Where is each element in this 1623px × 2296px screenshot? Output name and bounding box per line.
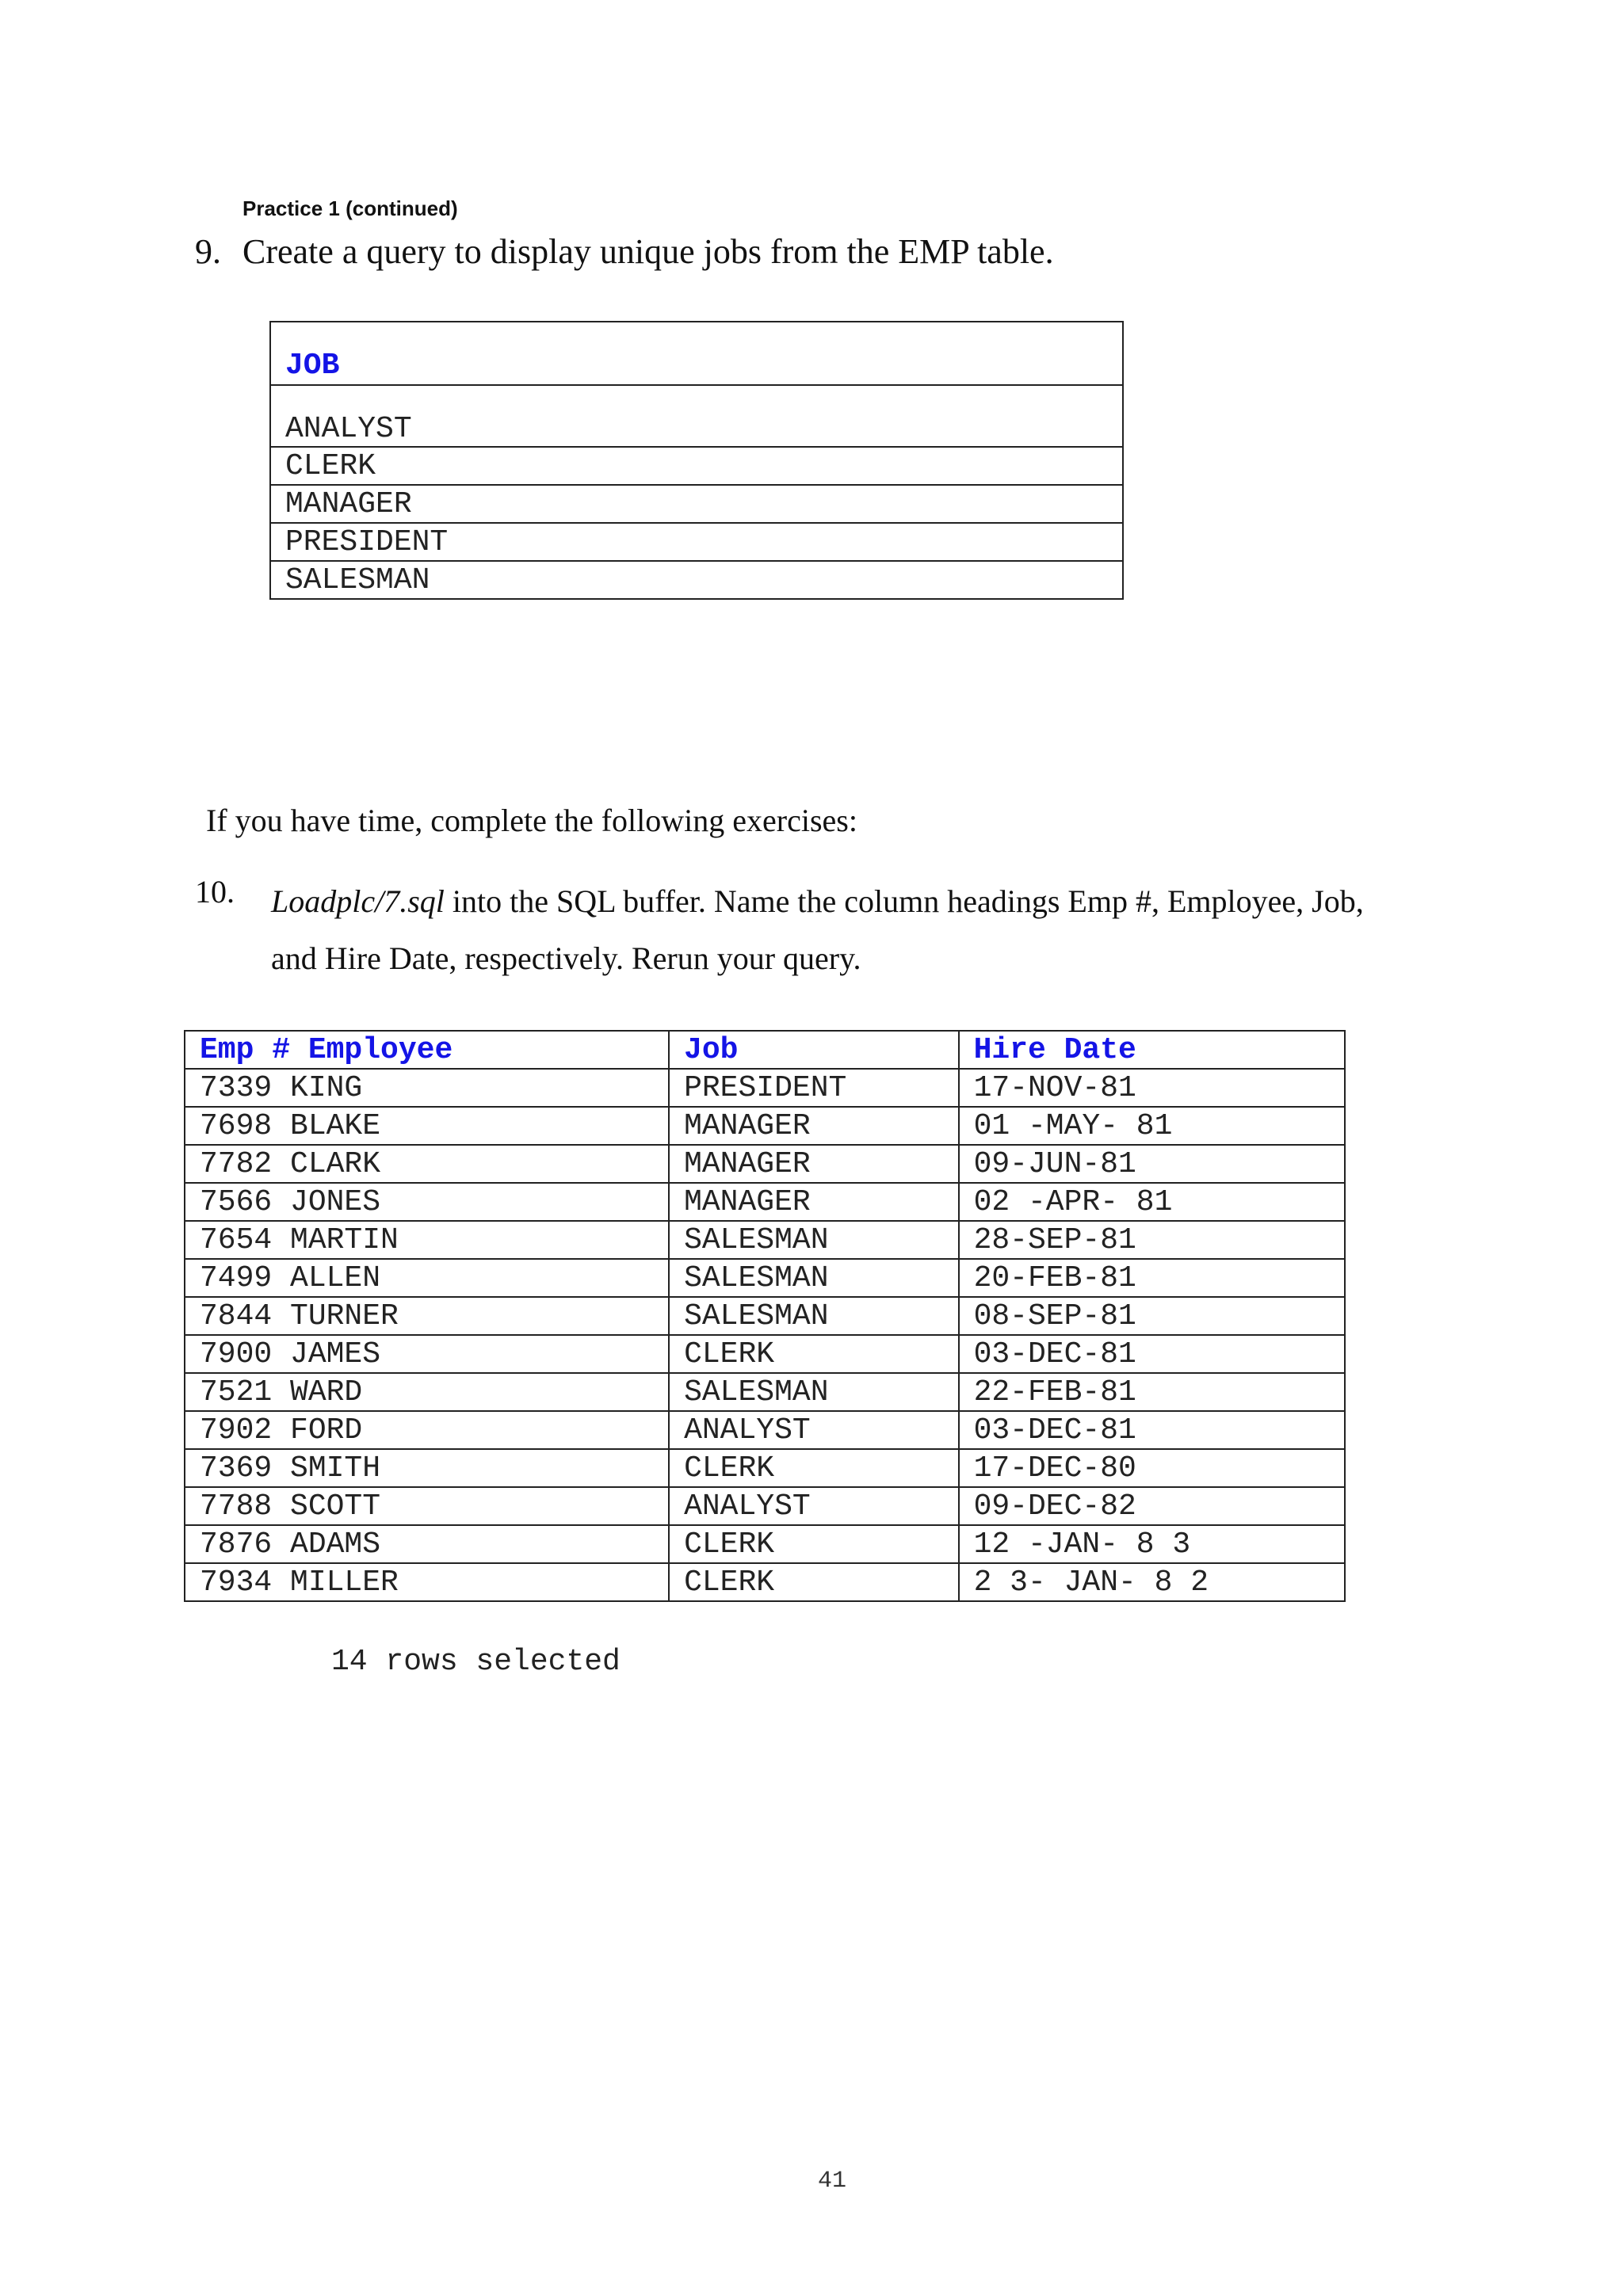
job-cell: CLERK (669, 1525, 959, 1563)
job-cell: PRESIDENT (669, 1069, 959, 1107)
table-row (185, 1411, 1345, 1449)
emp-cell: 7782 CLARK (185, 1145, 669, 1183)
job-table-cell: ANALYST (270, 385, 1123, 447)
job-cell: SALESMAN (669, 1221, 959, 1259)
question-10-instructions: into the SQL buffer. Name the column headings Emp #, Employee, Job, and Hire Date, respectively. Rerun your query. (271, 883, 1364, 976)
emp-cell: 7902 FORD (185, 1411, 669, 1449)
hire-date-cell: 12 -JAN- 8 3 (959, 1525, 1345, 1563)
job-table-cell: CLERK (270, 447, 1123, 485)
table-row (185, 1373, 1345, 1411)
hire-date-cell: 2 3- JAN- 8 2 (959, 1563, 1345, 1601)
emp-cell: 7521 WARD (185, 1373, 669, 1411)
job-cell: MANAGER (669, 1183, 959, 1221)
hire-date-cell: 09-JUN-81 (959, 1145, 1345, 1183)
emp-cell: 7499 ALLEN (185, 1259, 669, 1297)
emp-cell: 7788 SCOTT (185, 1487, 669, 1525)
job-table-cell: PRESIDENT (270, 523, 1123, 561)
table-row (185, 1563, 1345, 1601)
table-row (185, 1221, 1345, 1259)
table-row (185, 1107, 1345, 1145)
emp-table-header-emp-employee: Emp # Employee (185, 1031, 669, 1069)
hire-date-cell: 03-DEC-81 (959, 1335, 1345, 1373)
hire-date-cell: 02 -APR- 81 (959, 1183, 1345, 1221)
job-cell: MANAGER (669, 1145, 959, 1183)
question-10-filename: Loadplc/7.sql (271, 883, 445, 919)
table-row (185, 1449, 1345, 1487)
emp-cell: 7844 TURNER (185, 1297, 669, 1335)
job-table-cell: SALESMAN (270, 561, 1123, 599)
table-row (185, 1145, 1345, 1183)
job-cell: MANAGER (669, 1107, 959, 1145)
hire-date-cell: 17-DEC-80 (959, 1449, 1345, 1487)
table-row (185, 1525, 1345, 1563)
emp-cell: 7339 KING (185, 1069, 669, 1107)
question-9-number: 9. (195, 232, 221, 271)
question-10-text (271, 873, 1396, 987)
job-table-cell: MANAGER (270, 485, 1123, 523)
question-10-number: 10. (195, 874, 235, 910)
hire-date-cell: 08-SEP-81 (959, 1297, 1345, 1335)
table-row (185, 1183, 1345, 1221)
job-table (269, 321, 1124, 600)
job-cell: CLERK (669, 1335, 959, 1373)
emp-cell: 7900 JAMES (185, 1335, 669, 1373)
job-cell: ANALYST (669, 1411, 959, 1449)
emp-cell: 7369 SMITH (185, 1449, 669, 1487)
emp-cell: 7698 BLAKE (185, 1107, 669, 1145)
job-table-header: JOB (270, 322, 1123, 385)
job-cell: CLERK (669, 1563, 959, 1601)
emp-cell: 7934 MILLER (185, 1563, 669, 1601)
hire-date-cell: 17-NOV-81 (959, 1069, 1345, 1107)
page-number: 41 (818, 2168, 847, 2195)
table-row (185, 1335, 1345, 1373)
hire-date-cell: 09-DEC-82 (959, 1487, 1345, 1525)
emp-cell: 7876 ADAMS (185, 1525, 669, 1563)
rows-selected-text: 14 rows selected (331, 1645, 621, 1679)
table-row (185, 1297, 1345, 1335)
job-cell: CLERK (669, 1449, 959, 1487)
question-9-text: Create a query to display unique jobs from the EMP table. (242, 232, 1054, 271)
hire-date-cell: 01 -MAY- 81 (959, 1107, 1345, 1145)
job-cell: SALESMAN (669, 1373, 959, 1411)
extra-exercises-intro: If you have time, complete the following exercises: (206, 803, 857, 838)
job-cell: ANALYST (669, 1487, 959, 1525)
table-row (185, 1487, 1345, 1525)
employee-table (184, 1030, 1346, 1602)
table-row (185, 1069, 1345, 1107)
emp-table-header-job: Job (669, 1031, 959, 1069)
emp-cell: 7654 MARTIN (185, 1221, 669, 1259)
hire-date-cell: 03-DEC-81 (959, 1411, 1345, 1449)
table-row (185, 1259, 1345, 1297)
job-cell: SALESMAN (669, 1259, 959, 1297)
hire-date-cell: 28-SEP-81 (959, 1221, 1345, 1259)
job-cell: SALESMAN (669, 1297, 959, 1335)
section-label: Practice 1 (continued) (242, 196, 458, 220)
hire-date-cell: 22-FEB-81 (959, 1373, 1345, 1411)
emp-table-header-hire-date: Hire Date (959, 1031, 1345, 1069)
emp-cell: 7566 JONES (185, 1183, 669, 1221)
hire-date-cell: 20-FEB-81 (959, 1259, 1345, 1297)
